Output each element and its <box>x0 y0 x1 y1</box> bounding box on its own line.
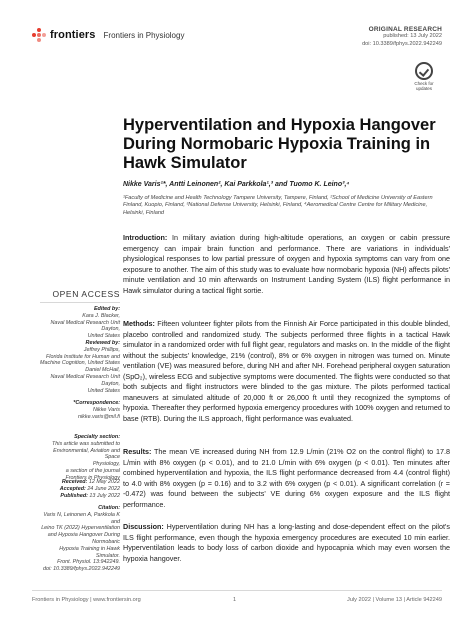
reviewed-by-block <box>40 340 120 394</box>
article-meta <box>362 26 442 48</box>
accepted-date: Accepted: 24 June 2022 <box>59 485 120 492</box>
specialty-line: Environmental, Aviation and Space <box>53 447 120 461</box>
footer-article-info: July 2022 | Volume 13 | Article 942249 <box>347 597 442 603</box>
results-label: Results: <box>123 447 152 456</box>
article-type: ORIGINAL RESEARCH <box>368 26 442 33</box>
edited-by-heading: Edited by: <box>93 306 120 312</box>
received-date: Received: 12 May 2022 <box>61 479 120 485</box>
correspondent-email[interactable]: nikke.varis@mil.fi <box>77 413 120 420</box>
correspondent-name: Nikke Varis <box>92 406 120 413</box>
reviewer-line: Daniel McHail, <box>85 367 120 374</box>
check-updates-icon <box>415 62 433 80</box>
reviewer-line: United States <box>87 387 120 394</box>
journal-name[interactable]: Frontiers in Physiology <box>103 30 185 40</box>
published-date: published: 13 July 2022 <box>383 33 442 39</box>
check-for-updates-button[interactable] <box>412 62 436 90</box>
check-updates-label: Check for updates <box>414 81 434 91</box>
specialty-line: a section of the journal <box>65 467 120 474</box>
introduction-text: In military aviation during high-altitude operations, an oxygen or cabin pressure emergency can impair brain function and performance. There are variations in individuals' physiological responses to low partial pressure of oxygen and hypoxia symptoms can vary from one exposure to another. The aim of this study was to evaluate how normobaric hypoxia (NH) affects pilots' minute ventilation and 10 min afterwards on Instrument Landing System (ILS) flight performance in Hawk simulator during a tactical flight sortie. <box>123 233 451 295</box>
footer-divider <box>32 590 442 591</box>
methods-text: Fifteen volunteer fighter pilots from the Finnish Air Force participated in this double blinded, placebo controlled and randomized study. The subjects performed three flights in a tactical Hawk simulator in a randomized order with full flight gear, regulators and masks on. In the middle of the flight without the subjects' knowledge, 21% (control), 8% or 6% oxygen in nitrogen was turned on. Minute ventilation (VE) was measured before, during NH and after NH. Forehead peripheral oxygen saturation (SpO₂), wireless ECG and subjective symptoms were documented. The flights were conducted so that both subjects and flight instructors were blinded to the gas mixture. The pilots performed tactical maneuvers at simulated altitude of 20,000 ft or 26,000 ft until they recognized the symptoms of hypoxia. Thereafter they performed hypoxia emergency procedures with 100% oxygen and returned to base (RTB). During the ILS approach, flight performance was evaluated. <box>123 319 450 423</box>
abstract-results <box>123 447 450 510</box>
citation-line: Hypoxia Training in Hawk Simulator. <box>59 545 120 559</box>
reviewer-line: Naval Medical Research Unit Dayton, <box>50 373 120 387</box>
abstract-discussion <box>123 522 450 564</box>
results-text: The mean VE increased during NH from 12.9 L/min (21% O2 on the control flight) to 17.8 L/min with 8% oxygen (p < 0.01), and to 21.0 L/min with 6% oxygen (p < 0.01). Ten minutes after combined hyperventilation and hypoxia, the ILS flight performance decreased from 4.4 (control flight) to 4.0 with 8% oxygen (p = 0.16) and to 3.2 with 6% oxygen (p < 0.01). A significant correlation (r = -0.472) was found between the subjects' VE during 6% oxygen exposure and the ILS flight performance. <box>123 447 450 509</box>
author-list: Nikke Varis¹*, Antti Leinonen², Kai Parkkola¹,³ and Tuomo K. Leino³,⁴ <box>123 181 350 188</box>
journal-brand <box>32 27 184 43</box>
citation-block <box>40 505 120 573</box>
editor-line: United States <box>87 333 120 340</box>
footer-journal-link[interactable]: Frontiers in Physiology | www.frontiersin.org <box>32 597 141 603</box>
discussion-label: Discussion: <box>123 522 164 531</box>
specialty-section-block <box>40 434 120 482</box>
editor-line: Kara J. Blacker, <box>82 312 120 319</box>
page-number: 1 <box>233 597 237 603</box>
edited-by-block <box>40 306 120 340</box>
affiliations: ¹Faculty of Medicine and Health Technology Tampere University, Tampere, Finland, ²School of Medicine University of Eastern Finland, Kuopio, Finland, ³National Defense University, Helsinki, Finland, ⁴Aeromedical Centre Centre for Military Medicine, Helsinki, Finland <box>123 195 433 216</box>
frontiers-logo-icon <box>32 28 46 42</box>
dates-block <box>40 479 120 499</box>
discussion-text: Hyperventilation during NH has a long-lasting and dose-dependent effect on the pilot's ILS flight performance, even though the hypoxia emergency procedures are executed 10 min earlier. Hyperventilation leads to body loss of carbon dioxide and hypocapnia which may even worsen the hypoxia hangover. <box>123 522 450 563</box>
specialty-heading: Specialty section: <box>74 434 120 440</box>
paper-title: Hyperventilation and Hypoxia Hangover During Normobaric Hypoxia Training in Hawk Simulator <box>123 116 436 172</box>
specialty-line: Frontiers in Physiology <box>65 474 120 481</box>
methods-label: Methods: <box>123 319 155 328</box>
introduction-label: Introduction: <box>123 233 168 242</box>
citation-doi[interactable]: doi: 10.3389/fphys.2022.942249 <box>42 566 120 573</box>
sidebar-divider <box>40 302 120 303</box>
citation-line: and Hypoxia Hangover During Normobaric <box>47 532 120 545</box>
citation-line: Varis N, Leinonen A, Parkkola K and <box>43 511 120 525</box>
reviewer-line: Jeffrey Phillips, <box>83 346 120 353</box>
correspondence-block <box>40 400 120 420</box>
abstract-introduction <box>123 233 450 296</box>
specialty-line: Physiology, <box>92 461 120 468</box>
reviewed-by-heading: Reviewed by: <box>85 340 120 346</box>
editor-line: Naval Medical Research Unit Dayton, <box>50 319 120 333</box>
citation-line: Leino TK (2022) Hyperventilation <box>41 525 120 532</box>
reviewer-line: Machine Cognition, United States <box>40 360 121 367</box>
open-access-label: OPEN ACCESS <box>52 289 120 299</box>
correspondence-heading: *Correspondence: <box>73 400 120 406</box>
article-doi[interactable]: doi: 10.3389/fphys.2022.942249 <box>362 40 442 47</box>
published-date-sidebar: Published: 13 July 2022 <box>60 492 120 499</box>
specialty-line: This article was submitted to <box>51 440 120 447</box>
abstract-methods <box>123 319 450 424</box>
citation-heading: Citation: <box>98 505 120 511</box>
frontiers-logo-text: frontiers <box>50 29 96 41</box>
reviewer-line: Florida Institute for Human and <box>45 353 120 360</box>
citation-line: Front. Physiol. 13:942249. <box>57 559 120 566</box>
